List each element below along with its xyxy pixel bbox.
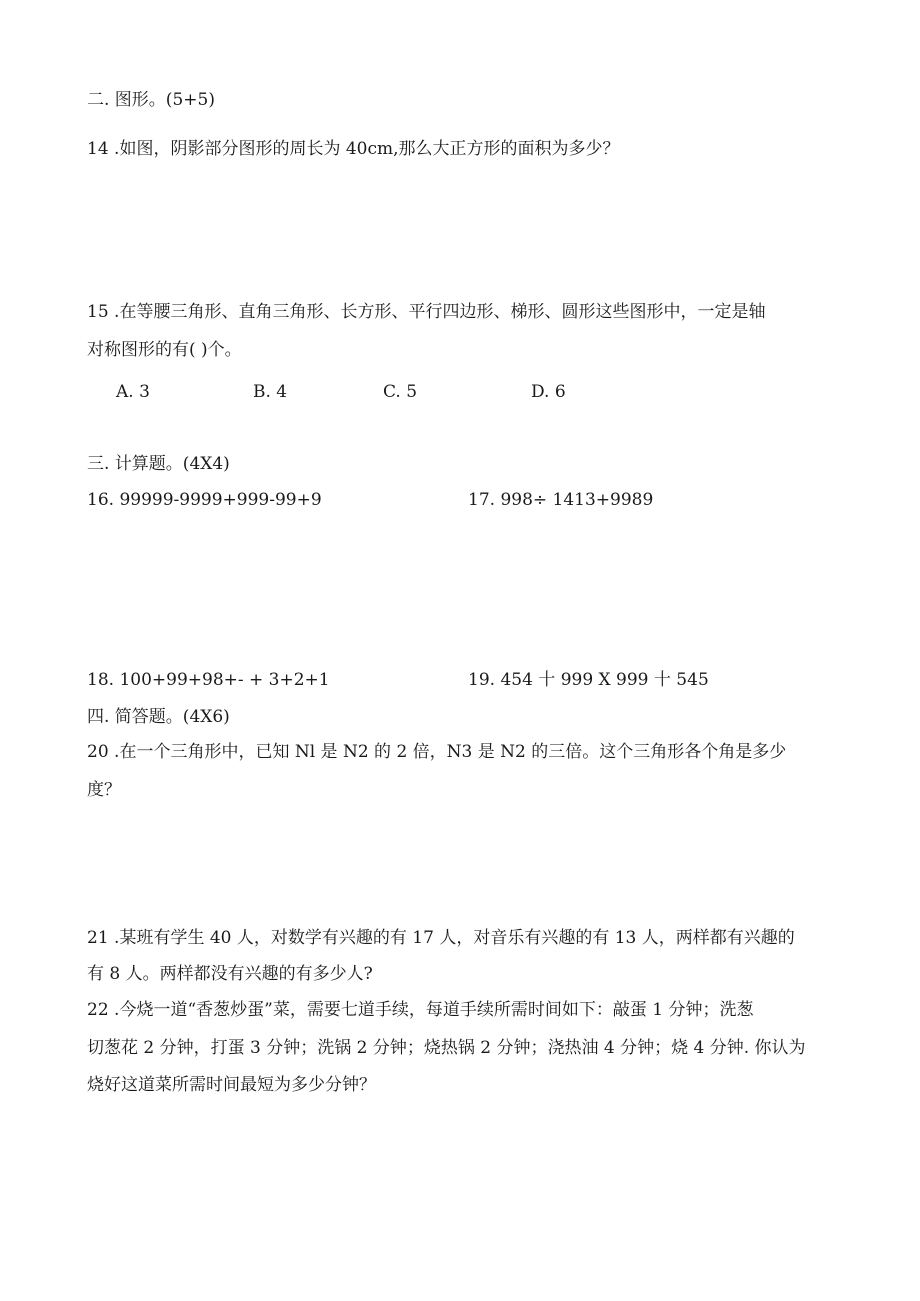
question-22-line-3: 烧好这道菜所需时间最短为多少分钟？ [87, 1075, 376, 1095]
question-15-line-2: 对称图形的有( )个。 [87, 340, 242, 360]
option-b: B. 4 [253, 382, 288, 402]
section-4-heading: 四. 简答题。(4X6) [87, 707, 230, 727]
question-15-line-1: 15 .在等腰三角形、直角三角形、长方形、平行四边形、梯形、圆形这些图形中，一定是轴 [87, 302, 766, 322]
question-20-line-2: 度？ [87, 780, 121, 800]
question-19: 19. 454 十 999 X 999 十 545 [468, 670, 709, 690]
section-2-heading: 二. 图形。(5+5) [87, 90, 215, 110]
question-22-line-1: 22 .今烧一道“香葱炒蛋”菜，需要七道手续，每道手续所需时间如下：敲蛋 1 分钟；洗葱 [87, 1000, 754, 1020]
option-d: D. 6 [531, 382, 566, 402]
option-a: A. 3 [116, 382, 150, 402]
question-14: 14 .如图，阴影部分图形的周长为 40cm,那么大正方形的面积为多少？ [87, 139, 620, 159]
question-21-line-2: 有 8 人。两样都没有兴趣的有多少人? [87, 964, 373, 984]
question-16: 16. 99999-9999+999-99+9 [87, 490, 322, 510]
option-c: C. 5 [383, 382, 418, 402]
question-17: 17. 998÷ 1413+9989 [468, 490, 654, 510]
question-22-line-2: 切葱花 2 分钟，打蛋 3 分钟；洗锅 2 分钟；烧热锅 2 分钟；浇热油 4 分钟；烧 4 分钟. 你认为 [87, 1038, 806, 1058]
section-3-heading: 三. 计算题。(4X4) [87, 454, 230, 474]
question-18: 18. 100+99+98+- + 3+2+1 [87, 670, 330, 690]
question-20-line-1: 20 .在一个三角形中，已知 Nl 是 N2 的 2 倍，N3 是 N2 的三倍。这个三角形各个角是多少 [87, 742, 787, 762]
question-21-line-1: 21 .某班有学生 40 人，对数学有兴趣的有 17 人，对音乐有兴趣的有 13 人，两样都有兴趣的 [87, 928, 795, 948]
